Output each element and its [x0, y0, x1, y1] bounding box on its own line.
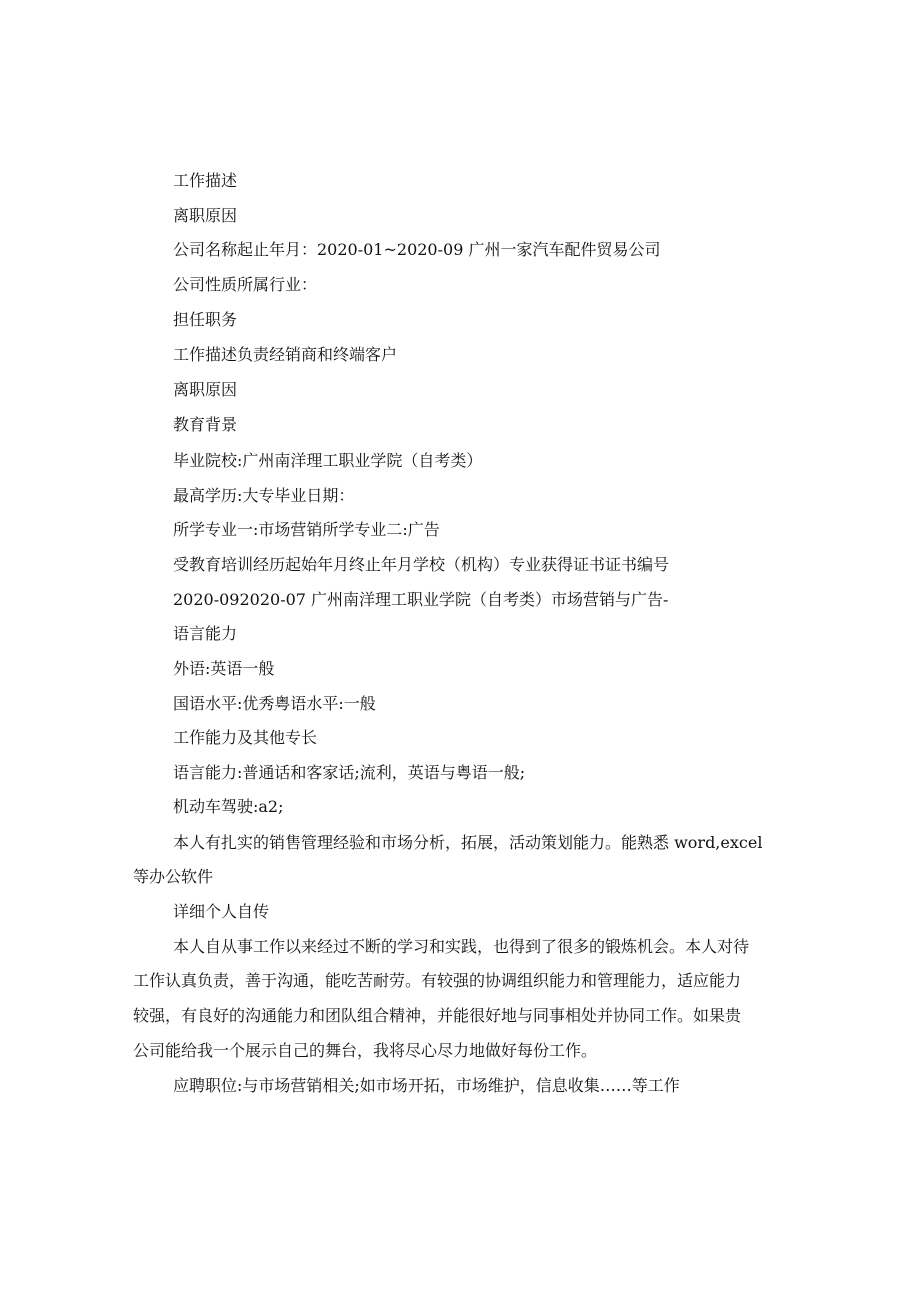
autobiography-line-1: 本人自从事工作以来经过不断的学习和实践，也得到了很多的锻炼机会。本人对待	[173, 937, 750, 956]
graduated-school-line: 毕业院校:广州南洋理工职业学院（自考类）	[173, 451, 483, 470]
skills-heading: 工作能力及其他专长	[173, 728, 318, 747]
majors-line: 所学专业一:市场营销所学专业二:广告	[173, 520, 440, 539]
work-description-line: 工作描述负责经销商和终端客户	[173, 345, 398, 364]
leave-reason-label-2: 离职原因	[173, 380, 238, 399]
skills-paragraph-line-1: 本人有扎实的销售管理经验和市场分析，拓展，活动策划能力。能熟悉 word,excel	[173, 833, 763, 852]
autobiography-heading: 详细个人自传	[173, 902, 270, 921]
work-description-label: 工作描述	[173, 171, 238, 190]
education-heading: 教育背景	[173, 415, 238, 434]
autobiography-line-4: 公司能给我一个展示自己的舞台，我将尽心尽力地做好每份工作。	[133, 1041, 598, 1060]
training-table-row: 2020-092020-07 广州南洋理工职业学院（自考类）市场营销与广告-	[173, 590, 669, 609]
language-ability-heading: 语言能力	[173, 624, 238, 643]
autobiography-line-2: 工作认真负责，善于沟通，能吃苦耐劳。有较强的协调组织能力和管理能力，适应能力	[133, 971, 742, 990]
skills-paragraph-line-2: 等办公软件	[133, 867, 214, 886]
mandarin-cantonese-line: 国语水平:优秀粤语水平:一般	[173, 694, 376, 713]
language-skills-line: 语言能力:普通话和客家话;流利，英语与粤语一般;	[173, 763, 526, 782]
desired-position-line: 应聘职位:与市场营销相关;如市场开拓，市场维护，信息收集……等工作	[173, 1076, 680, 1095]
position-held-label: 担任职务	[173, 310, 238, 329]
company-period-line: 公司名称起止年月：2020-01~2020-09 广州一家汽车配件贸易公司	[173, 240, 661, 259]
autobiography-line-3: 较强，有良好的沟通能力和团队组合精神，并能很好地与同事相处并协同工作。如果贵	[133, 1006, 742, 1025]
highest-degree-line: 最高学历:大专毕业日期：	[173, 486, 355, 505]
training-table-header: 受教育培训经历起始年月终止年月学校（机构）专业获得证书证书编号	[173, 555, 670, 574]
foreign-language-line: 外语:英语一般	[173, 659, 275, 678]
driving-license-line: 机动车驾驶:a2;	[173, 797, 284, 816]
leave-reason-label: 离职原因	[173, 206, 238, 225]
company-nature-line: 公司性质所属行业：	[173, 275, 318, 294]
